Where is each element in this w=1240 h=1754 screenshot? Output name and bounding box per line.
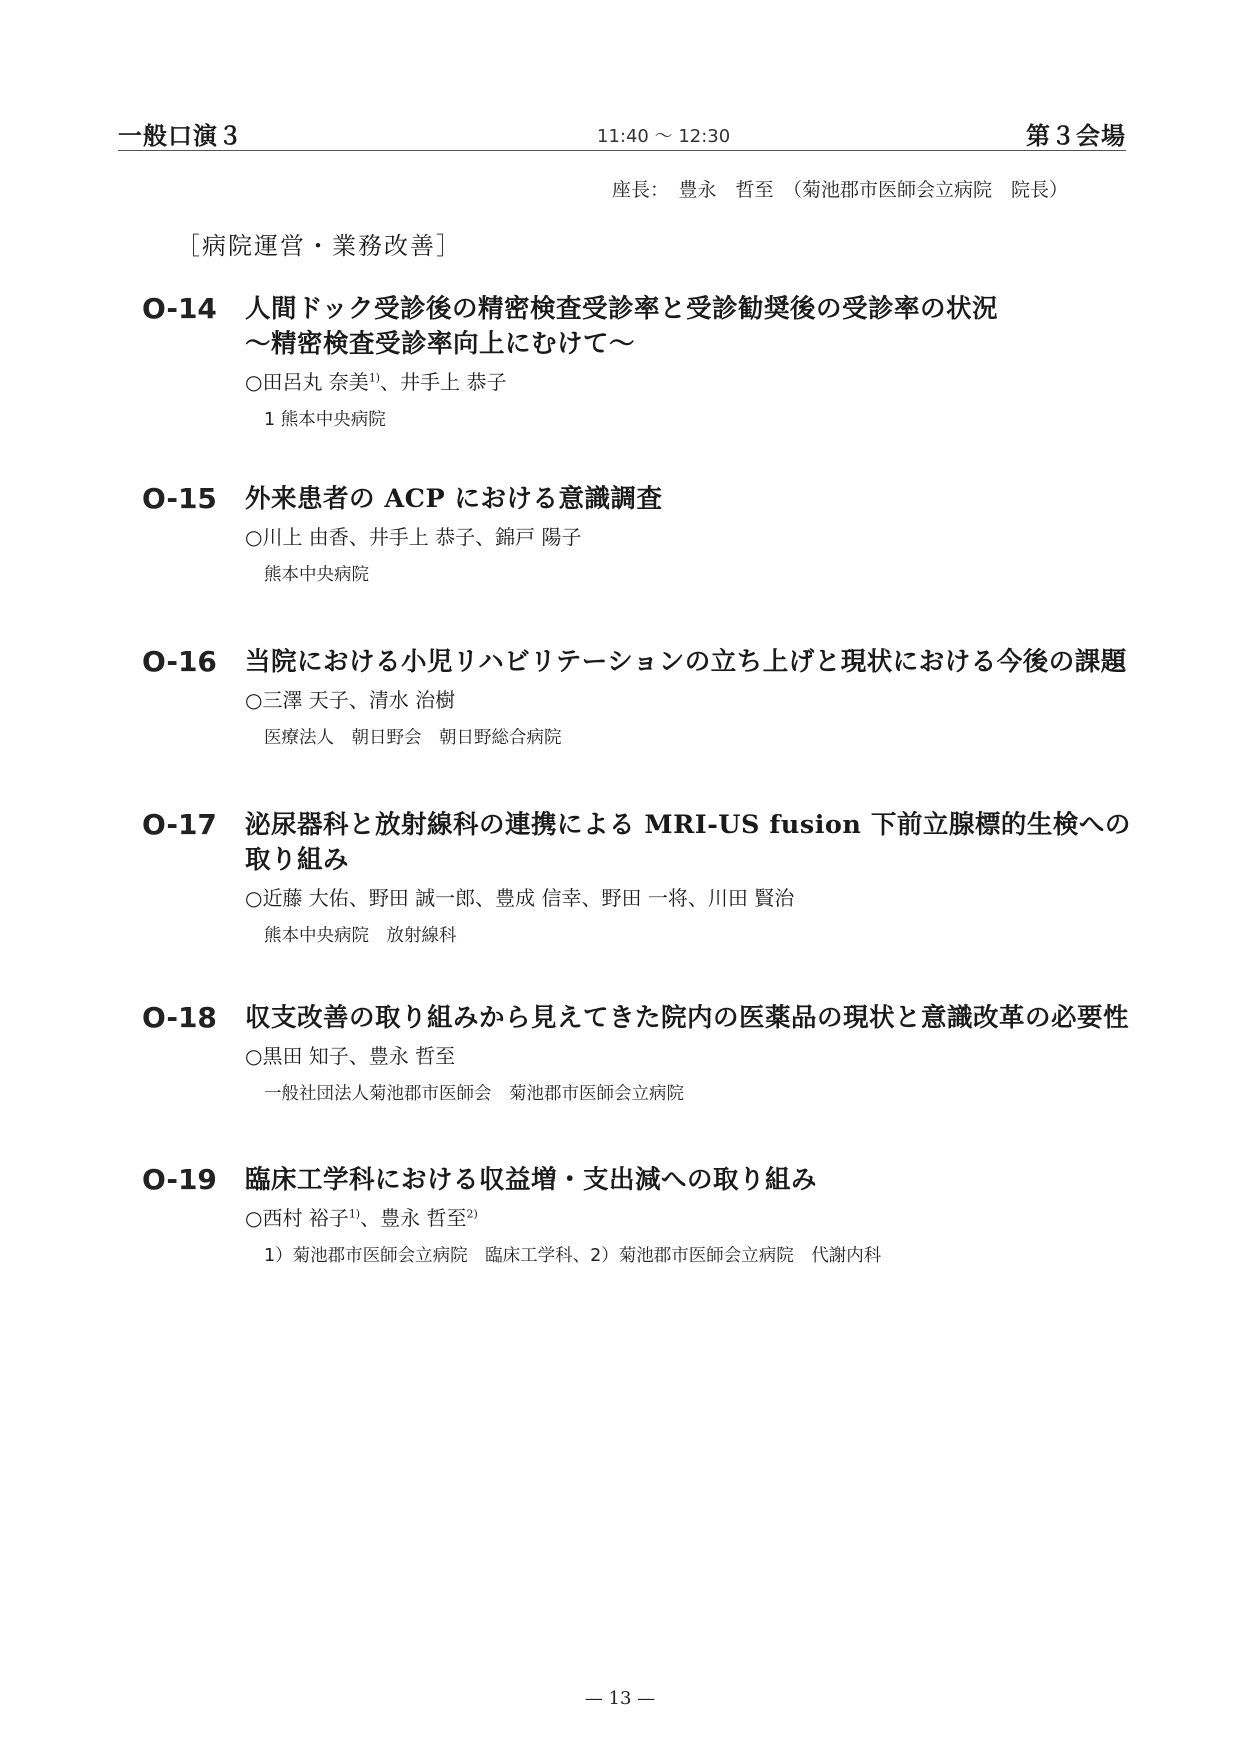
presentation-id: O-17 — [142, 808, 217, 841]
presentation-title — [245, 1163, 1175, 1198]
author-separator: 、 — [475, 886, 496, 910]
presentation-authors — [245, 366, 506, 395]
affiliation-marker: 1) — [348, 1207, 361, 1221]
presentation-title-line: 人間ドック受診後の精密検査受診率と受診勧奨後の受診率の状況 — [245, 294, 998, 324]
presentation-title — [245, 1001, 1175, 1036]
presentation-title-line: 臨床工学科における収益増・支出減への取り組み — [245, 1165, 818, 1195]
chairperson: 座長： 豊永 哲至 （菊池郡市医師会立病院 院長） — [612, 179, 1069, 201]
presentation-title-line: 外来患者の ACP における意識調査 — [245, 484, 663, 514]
presentation-authors — [245, 521, 582, 550]
presentation-affiliation: 一般社団法人菊池郡市医師会 菊池郡市医師会立病院 — [264, 1084, 684, 1104]
author-name: 井手上 恭子 — [368, 525, 476, 549]
author-name: ○近藤 大佑 — [245, 886, 349, 910]
author-name: 豊成 信幸 — [495, 886, 582, 910]
presentation-affiliation: 熊本中央病院 — [264, 565, 369, 585]
author-name: ○三澤 天子 — [245, 688, 349, 712]
author-separator: 、 — [348, 688, 369, 712]
author-name: 野田 一将 — [601, 886, 688, 910]
author-separator: 、 — [687, 886, 708, 910]
presentation-affiliation: 熊本中央病院 放射線科 — [264, 926, 457, 946]
author-name: 豊永 哲至 — [368, 1044, 456, 1068]
author-name: 川田 賢治 — [707, 886, 795, 910]
presentation-title-line: 泌尿器科と放射線科の連携による MRI-US fusion 下前立腺標的生検への — [245, 810, 1131, 840]
presentation-title — [245, 808, 1175, 878]
presentation-affiliation: 1 熊本中央病院 — [264, 410, 386, 430]
session-title: 一般口演３ — [118, 122, 243, 150]
presentation-id: O-18 — [142, 1001, 217, 1034]
page-number: — 13 — — [584, 1688, 656, 1709]
presentation-id: O-19 — [142, 1163, 217, 1196]
author-name: ○黒田 知子 — [245, 1044, 349, 1068]
presentation-authors — [245, 1040, 455, 1069]
author-name: 錦戸 陽子 — [495, 525, 582, 549]
author-separator: 、 — [348, 525, 369, 549]
author-separator: 、 — [475, 525, 496, 549]
presentation-authors — [245, 684, 455, 713]
author-separator: 、 — [348, 886, 369, 910]
presentation-title — [245, 645, 1175, 680]
author-name: ○西村 裕子 — [245, 1206, 349, 1230]
presentation-title-line: 当院における小児リハビリテーションの立ち上げと現状における今後の課題 — [245, 647, 1127, 677]
author-separator: 、 — [360, 1206, 381, 1230]
presentation-id: O-15 — [142, 482, 217, 515]
presentation-id: O-14 — [142, 292, 217, 325]
author-name: 豊永 哲至 — [380, 1206, 467, 1230]
author-name: ○川上 由香 — [245, 525, 349, 549]
author-separator: 、 — [581, 886, 602, 910]
presentation-affiliation: 1）菊池郡市医師会立病院 臨床工学科、2）菊池郡市医師会立病院 代謝内科 — [264, 1246, 882, 1266]
author-name: 井手上 恭子 — [400, 370, 507, 394]
author-name: ○田呂丸 奈美 — [245, 370, 369, 394]
author-separator: 、 — [348, 1044, 369, 1068]
page-header — [118, 112, 1126, 151]
presentation-title — [245, 482, 1175, 517]
presentation-affiliation: 医療法人 朝日野会 朝日野総合病院 — [264, 728, 562, 748]
presentation-title-line: 取り組み — [245, 845, 350, 875]
category-heading: ［病院運営・業務改善］ — [176, 232, 462, 260]
affiliation-marker: 1) — [368, 371, 381, 385]
author-name: 野田 誠一郎 — [368, 886, 476, 910]
presentation-title-line: 〜精密検査受診率向上にむけて〜 — [245, 329, 636, 359]
presentation-authors — [245, 1202, 478, 1231]
venue-label: 第３会場 — [1026, 122, 1126, 150]
presentation-authors — [245, 882, 794, 911]
author-separator: 、 — [380, 370, 401, 394]
presentation-id: O-16 — [142, 645, 217, 678]
presentation-title-line: 収支改善の取り組みから見えてきた院内の医薬品の現状と意識改革の必要性 — [245, 1003, 1130, 1033]
session-time: 11:40 〜 12:30 — [597, 126, 731, 147]
presentation-title — [245, 292, 1175, 362]
affiliation-marker: 2) — [466, 1207, 478, 1221]
author-name: 清水 治樹 — [368, 688, 456, 712]
